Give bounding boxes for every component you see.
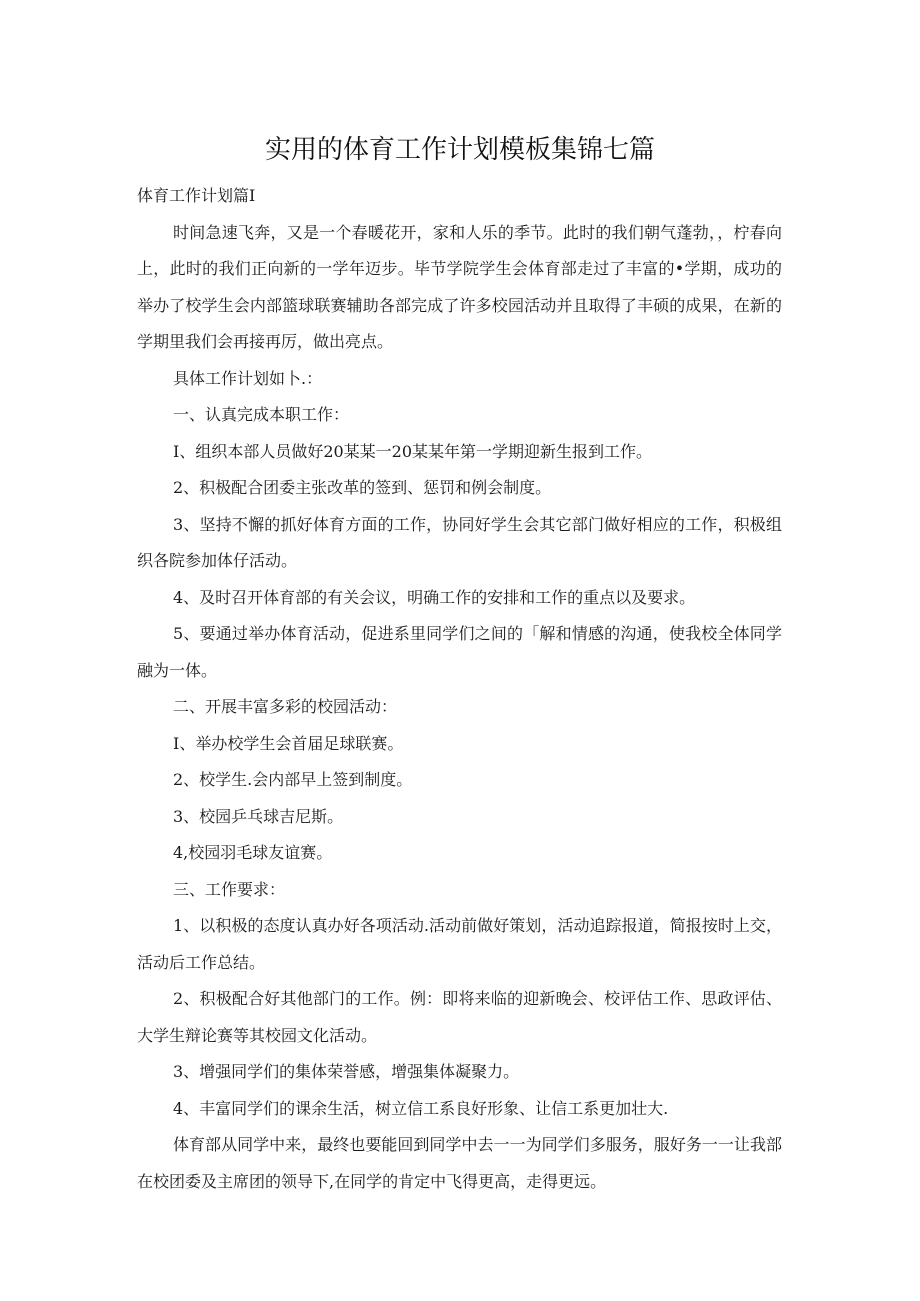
list-item: 2、积极配合团委主张改革的签到、惩罚和例会制度。 (173, 478, 552, 497)
paragraph-intro: 时间急速飞奔，又是一个春暖花开，家和人乐的季节。此时的我们朝气蓬勃，，柠春向上，此时的我们正向新的一学年迈步。毕节学院学生会体育部走过了丰富的•学期，成功的举办了校学生会内部篮球联赛辅助各部完成了许多校园活动并且取得了丰硕的成果，在新的学期里我们会再接再厉，做出亮点。 (137, 222, 782, 351)
subheading-part-2: 二、开展丰富多彩的校园活动： (173, 697, 398, 716)
list-item: 3、坚持不懈的抓好体育方面的工作，协同好学生会其它部门做好相应的工作，积极组织各院参加体仔活动。 (137, 514, 782, 570)
subheading-part-1: 一、认真完成本职工作： (173, 405, 350, 424)
list-item: 3、增强同学们的集体荣誉感，增强集体凝聚力。 (173, 1062, 520, 1081)
document-title: 实用的体育工作计划模板集锦七篇 (264, 135, 655, 165)
paragraph-closing: 体育部从同学中来，最终也要能回到同学中去一一为同学们多服务，服好务一一让我部在校团委及主席团的领导下,在同学的肯定中飞得更高，走得更远。 (137, 1135, 782, 1191)
list-item: I、举办校学生会首届足球联赛。 (173, 733, 404, 753)
list-item: 2、积极配合好其他部门的工作。例：即将来临的迎新晚会、校评估工作、思政评估、大学生辩论赛等其校园文化活动。 (137, 989, 782, 1045)
list-item: 5、要通过举办体育活动，促进系里同学们之间的「解和情感的沟通，使我校全体同学融为一体。 (137, 624, 782, 680)
list-item: 2、校学生.会内部早上签到制度。 (173, 770, 413, 789)
list-item: 4、丰富同学们的课余生活，树立信工系良好形象、让信工系更加壮大. (173, 1098, 669, 1118)
subheading-part-3: 三、工作要求： (173, 879, 286, 899)
list-item: 1、以积极的态度认真办好各项活动.活动前做好策划，活动追踪报道，简报按时上交，活动后工作总结。 (137, 916, 782, 972)
list-item: 4,校园羽毛球友谊赛。 (173, 843, 333, 862)
list-item: 4、及时召开体育部的有关会议，明确工作的安排和工作的重点以及要求。 (173, 587, 696, 607)
paragraph-plan-lead: 具体工作计划如卜.： (173, 368, 323, 388)
list-item: I、组织本部人员做好20某某一20某某年第一学期迎新生报到工作。 (173, 441, 653, 461)
document-body (137, 178, 782, 1200)
list-item: 3、校园乒乓球吉尼斯。 (173, 806, 344, 826)
section-heading: 体育工作计划篇I (137, 186, 256, 205)
